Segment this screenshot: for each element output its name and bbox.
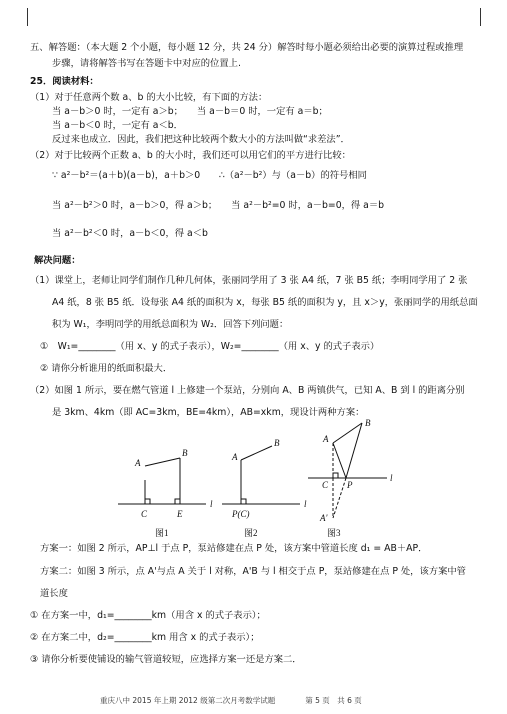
material-1b: 当 a－b＜0 时，一定有 a＜b． [52, 120, 183, 131]
scheme-1: 方案一：如图 2 所示，AP⊥l 于点 P，泵站修建在点 P 处，该方案中管道长度 d₁ = AB＋AP． [40, 543, 428, 554]
corner-mark-left [27, 8, 28, 26]
material-1c: 反过来也成立．因此，我们把这种比较两个数大小的方法叫做“求差法”． [52, 134, 350, 145]
scheme-2a: 方案二：如图 3 所示，点 A'与点 A 关于 l 对称，A'B 与 l 相交于点 P，泵站修建在点 P 处，该方案中管 [40, 566, 466, 577]
fig3-caption: 图3 [327, 528, 341, 538]
material-2b: 当 a²－b²＞0 时，a－b＞0，得 a＞b； 当 a²－b²=0 时，a－b=0，得 a＝b [52, 200, 385, 211]
problem-2b: 是 3km、4km（即 AC=3km，BE=4km），AB=xkm，现设计两种方案： [52, 407, 365, 418]
fig2-label-l: l [304, 499, 307, 509]
material-2a: ∵ a²－b²＝(a＋b)(a－b)，a＋b＞0 ∴（a²－b²）与（a－b）的符号相同 [52, 170, 367, 181]
scheme-2b: 道长度 [40, 588, 68, 599]
page-footer: 重庆八中 2015 年上期 2012 级第二次月考数学试题 第 5 页 共 6 页 [100, 696, 362, 705]
fig3-label-A: A [323, 434, 329, 444]
material-1: （1）对于任意两个数 a、b 的大小比较，有下面的方法： [30, 92, 268, 103]
material-2: （2）对于比较两个正数 a、b 的大小时，我们还可以用它们的平方进行比较： [30, 150, 351, 161]
problem-1b: A4 纸，8 张 B5 纸．设每张 A4 纸的面积为 x，每张 B5 纸的面积为 y，且 x＞y，张丽同学的用纸总面 [52, 297, 478, 308]
figures [0, 418, 507, 558]
fig1-label-E: E [177, 509, 183, 519]
solve-title: 解决问题： [34, 255, 81, 266]
fig2-caption: 图2 [244, 528, 258, 538]
fig1-label-A: A [135, 458, 141, 468]
problem-1a: （1）课堂上，老师让同学们制作几种几何体，张丽同学用了 3 张 A4 纸，7 张 B5 纸；李明同学用了 2 张 [30, 275, 468, 286]
problem-1e: ② 请你分析谁用的纸面积最大． [40, 363, 173, 374]
question-2: ② 在方案二中，d₂=________km 用含 x 的式子表示）； [30, 632, 260, 643]
problem-1d: ① W₁=________（用 x、y 的式子表示），W₂=________（用 x、y 的式子表示） [40, 341, 380, 352]
problem-1c: 积为 W₁，李明同学的用纸总面积为 W₂．回答下列问题： [52, 319, 289, 330]
fig2-label-B: B [274, 438, 280, 448]
fig1-caption: 图1 [155, 528, 169, 538]
fig3-label-C: C [322, 480, 329, 490]
fig1-label-C: C [141, 509, 148, 519]
material-2c: 当 a²－b²＜0 时，a－b＜0，得 a＜b [52, 228, 208, 239]
q25-title: 25．阅读材料： [30, 76, 99, 87]
fig3-label-A-prime: A' [320, 513, 328, 523]
section-heading: 五、解答题：（本大题 2 个小题，每小题 12 分，共 24 分）解答时每小题必须给出必要的演算过程或推理 [30, 42, 464, 53]
material-1a: 当 a－b＞0 时，一定有 a＞b； 当 a－b＝0 时，一定有 a＝b； [52, 106, 328, 117]
fig3-label-B: B [365, 418, 371, 428]
question-3: ③ 请你分析要使铺设的输气管道较短，应选择方案一还是方案二． [30, 654, 302, 665]
fig3-label-l: l [390, 473, 393, 483]
problem-2a: （2）如图 1 所示，要在燃气管道 l 上修建一个泵站，分别向 A、B 两镇供气，已知 A、B 到 l 的距离分别 [30, 385, 465, 396]
fig1-label-B: B [182, 448, 188, 458]
fig1-label-l: l [210, 499, 213, 509]
question-1: ① 在方案一中，d₁=________km（用含 x 的式子表示）； [30, 610, 266, 621]
section-heading-cont: 步骤，请将解答书写在答题卡中对应的位置上. [52, 58, 241, 69]
fig3-label-P: P [347, 480, 353, 490]
fig2-label-A: A [232, 452, 238, 462]
corner-mark-right [480, 8, 481, 26]
fig2-label-PC: P(C) [232, 509, 250, 519]
